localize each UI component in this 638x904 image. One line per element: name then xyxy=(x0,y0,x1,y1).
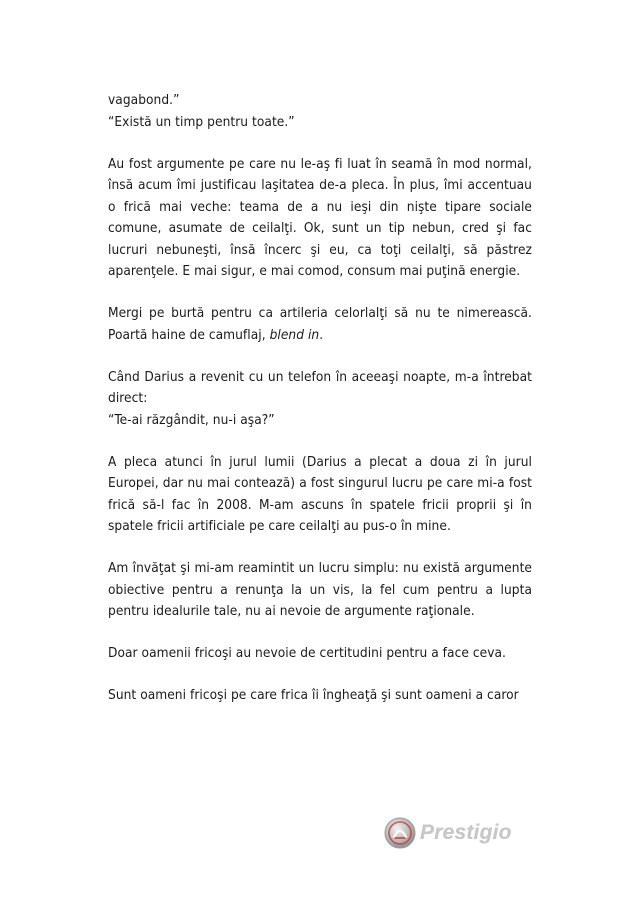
paragraph-1-line-1: vagabond.” xyxy=(108,92,180,108)
paragraph-3 xyxy=(108,303,532,346)
paragraph-4-quote: “Te-ai răzgândit, nu-i aşa?” xyxy=(108,411,275,428)
logo-wordmark: Prestigio xyxy=(420,821,512,844)
paragraph-3-end: . xyxy=(319,326,324,343)
paragraph-8: Sunt oameni fricoşi pe care frica îi îngheaţă şi sunt oameni a caror xyxy=(108,687,519,703)
paragraph-1-line-2: “Există un timp pentru toate.” xyxy=(108,113,295,130)
paragraph-3-italic: blend in xyxy=(269,326,320,343)
body-text xyxy=(108,90,532,707)
paragraph-2: Au fost argumente pe care nu le-aş fi luat în seamă în mod normal, însă acum îmi justificau laşitatea de-a pleca. În plus, îmi accentuau o frică mai veche: teama de a nu ieşi din nişte tipare sociale comune, asumate de ceilalţi. Ok, sunt un tip nebun, cred şi fac lucruri nebuneşti, însă încerc şi eu, ca toţi ceilalţi, să păstrez aparenţele. E mai sigur, e mai comod, consum mai puţină energie. xyxy=(108,155,532,279)
paragraph-7: Doar oamenii fricoşi au nevoie de certitudini pentru a face ceva. xyxy=(108,645,506,661)
publisher-logo xyxy=(384,816,512,850)
prestigio-logo-icon xyxy=(384,817,416,849)
paragraph-4: Când Darius a revenit cu un telefon în aceeaşi noapte, m-a întrebat direct: xyxy=(108,368,532,406)
paragraph-3-text: Mergi pe burtă pentru ca artileria celorlalţi să nu te nimerească. Poartă haine de camuflaj, xyxy=(108,305,532,343)
paragraph-5: A pleca atunci în jurul lumii (Darius a plecat a doua zi în jurul Europei, dar nu mai contează) a fost singurul lucru pe care mi-a fost frică să-l fac în 2008. M-am ascuns în spatele fricii proprii şi în spatele fricii artificiale pe care ceilalţi au pus-o în mine. xyxy=(108,453,532,534)
paragraph-6: Am învăţat şi mi-am reamintit un lucru simplu: nu există argumente obiective pentru a renunţa la un vis, la fel cum pentru a lupta pentru idealurile tale, nu ai nevoie de argumente raţionale. xyxy=(108,560,532,619)
